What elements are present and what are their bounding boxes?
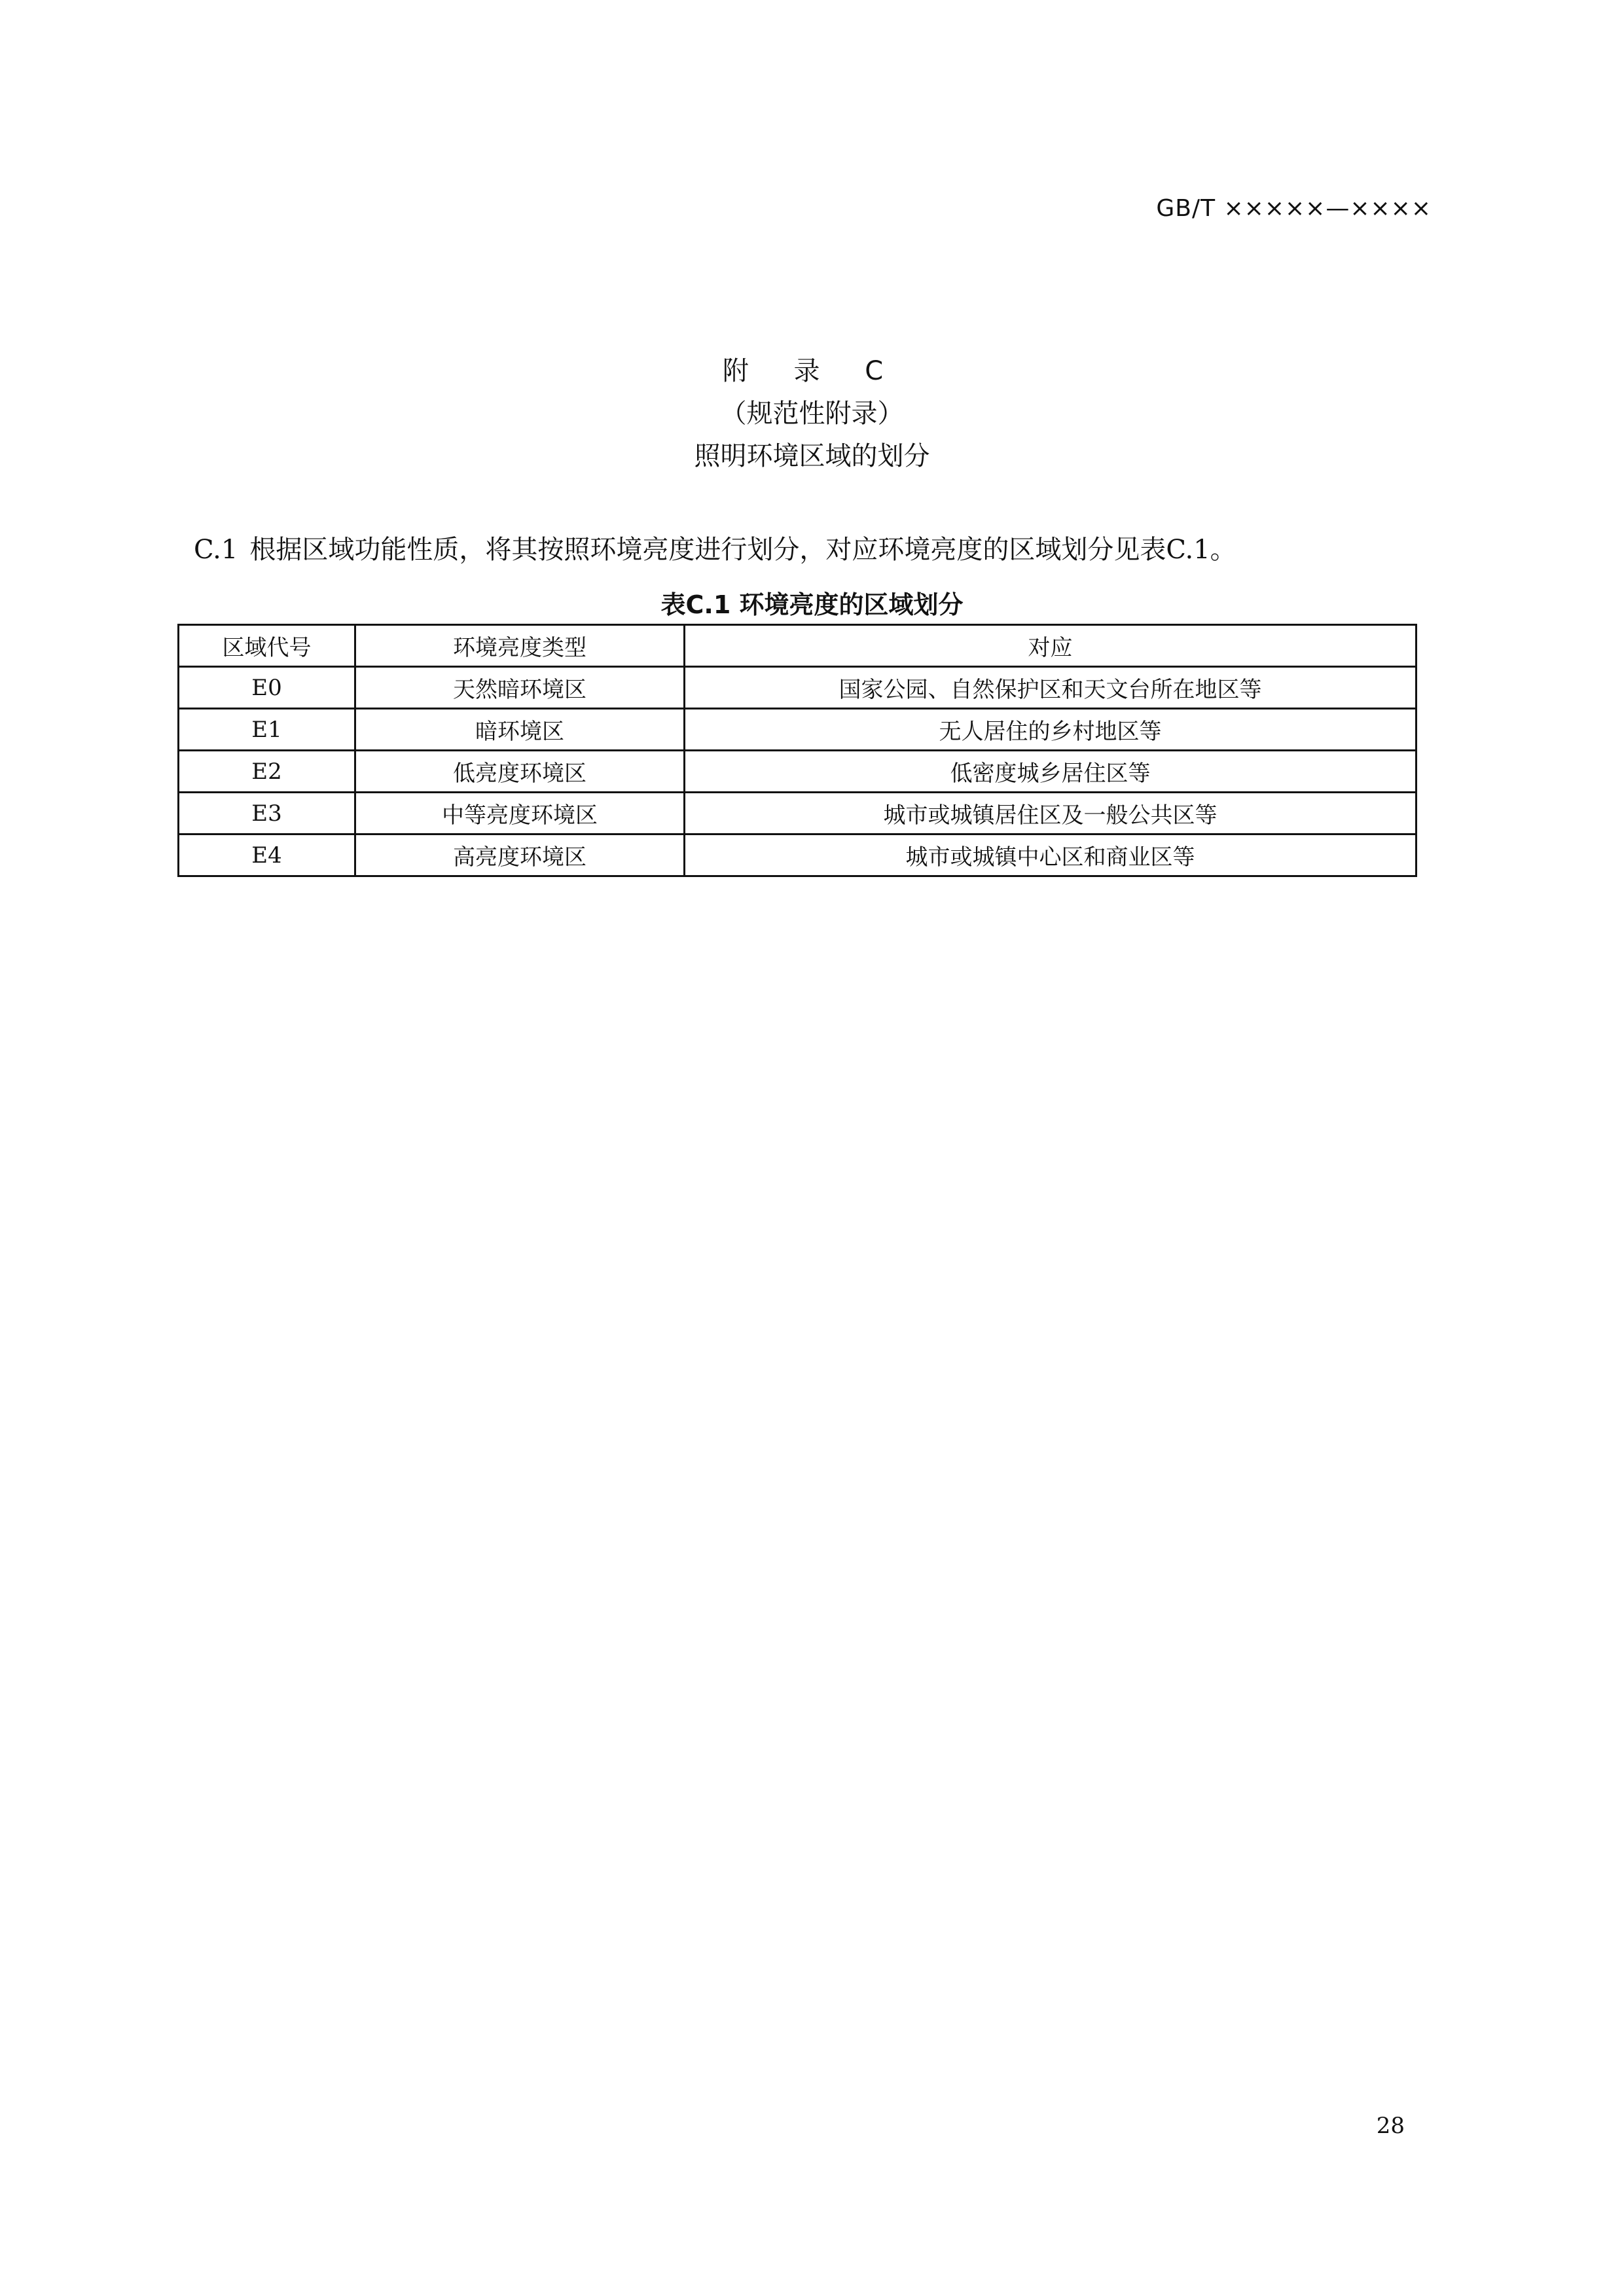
- table-row: [179, 793, 1416, 834]
- correspondence-cell: 无人居住的乡村地区等: [685, 709, 1416, 751]
- correspondence-cell: 低密度城乡居住区等: [685, 751, 1416, 793]
- zone-code-cell: E0: [179, 667, 355, 709]
- clause-paragraph: [194, 529, 1437, 566]
- zone-code-cell: E1: [179, 709, 355, 751]
- appendix-title: 照明环境区域的划分: [694, 441, 930, 471]
- page-number: 28: [1376, 2113, 1405, 2139]
- correspondence-cell: 城市或城镇中心区和商业区等: [685, 834, 1416, 876]
- zone-code-cell: E4: [179, 834, 355, 876]
- clause-number: C.1: [194, 535, 238, 565]
- header-correspondence: 对应: [685, 625, 1416, 667]
- header-zone-code: 区域代号: [179, 625, 355, 667]
- correspondence-cell: 城市或城镇居住区及一般公共区等: [685, 793, 1416, 834]
- table-caption: 表C.1 环境亮度的区域划分: [660, 590, 964, 619]
- correspondence-cell: 国家公园、自然保护区和天文台所在地区等: [685, 667, 1416, 709]
- brightness-type-cell: 高亮度环境区: [355, 834, 685, 876]
- clause-text: 根据区域功能性质，将其按照环境亮度进行划分，对应环境亮度的区域划分见表C.1。: [249, 535, 1236, 565]
- brightness-type-cell: 天然暗环境区: [355, 667, 685, 709]
- appendix-type: （规范性附录）: [720, 399, 904, 429]
- brightness-type-cell: 暗环境区: [355, 709, 685, 751]
- standard-code: GB/T ×××××—××××: [1156, 195, 1432, 222]
- zone-table: [177, 624, 1417, 877]
- table-header-row: [179, 625, 1416, 667]
- zone-code-cell: E2: [179, 751, 355, 793]
- header-brightness-type: 环境亮度类型: [355, 625, 685, 667]
- zone-code-cell: E3: [179, 793, 355, 834]
- table-row: [179, 834, 1416, 876]
- table-row: [179, 709, 1416, 751]
- brightness-type-cell: 低亮度环境区: [355, 751, 685, 793]
- brightness-type-cell: 中等亮度环境区: [355, 793, 685, 834]
- table-row: [179, 667, 1416, 709]
- appendix-label: 附 录 C: [722, 356, 902, 386]
- table-row: [179, 751, 1416, 793]
